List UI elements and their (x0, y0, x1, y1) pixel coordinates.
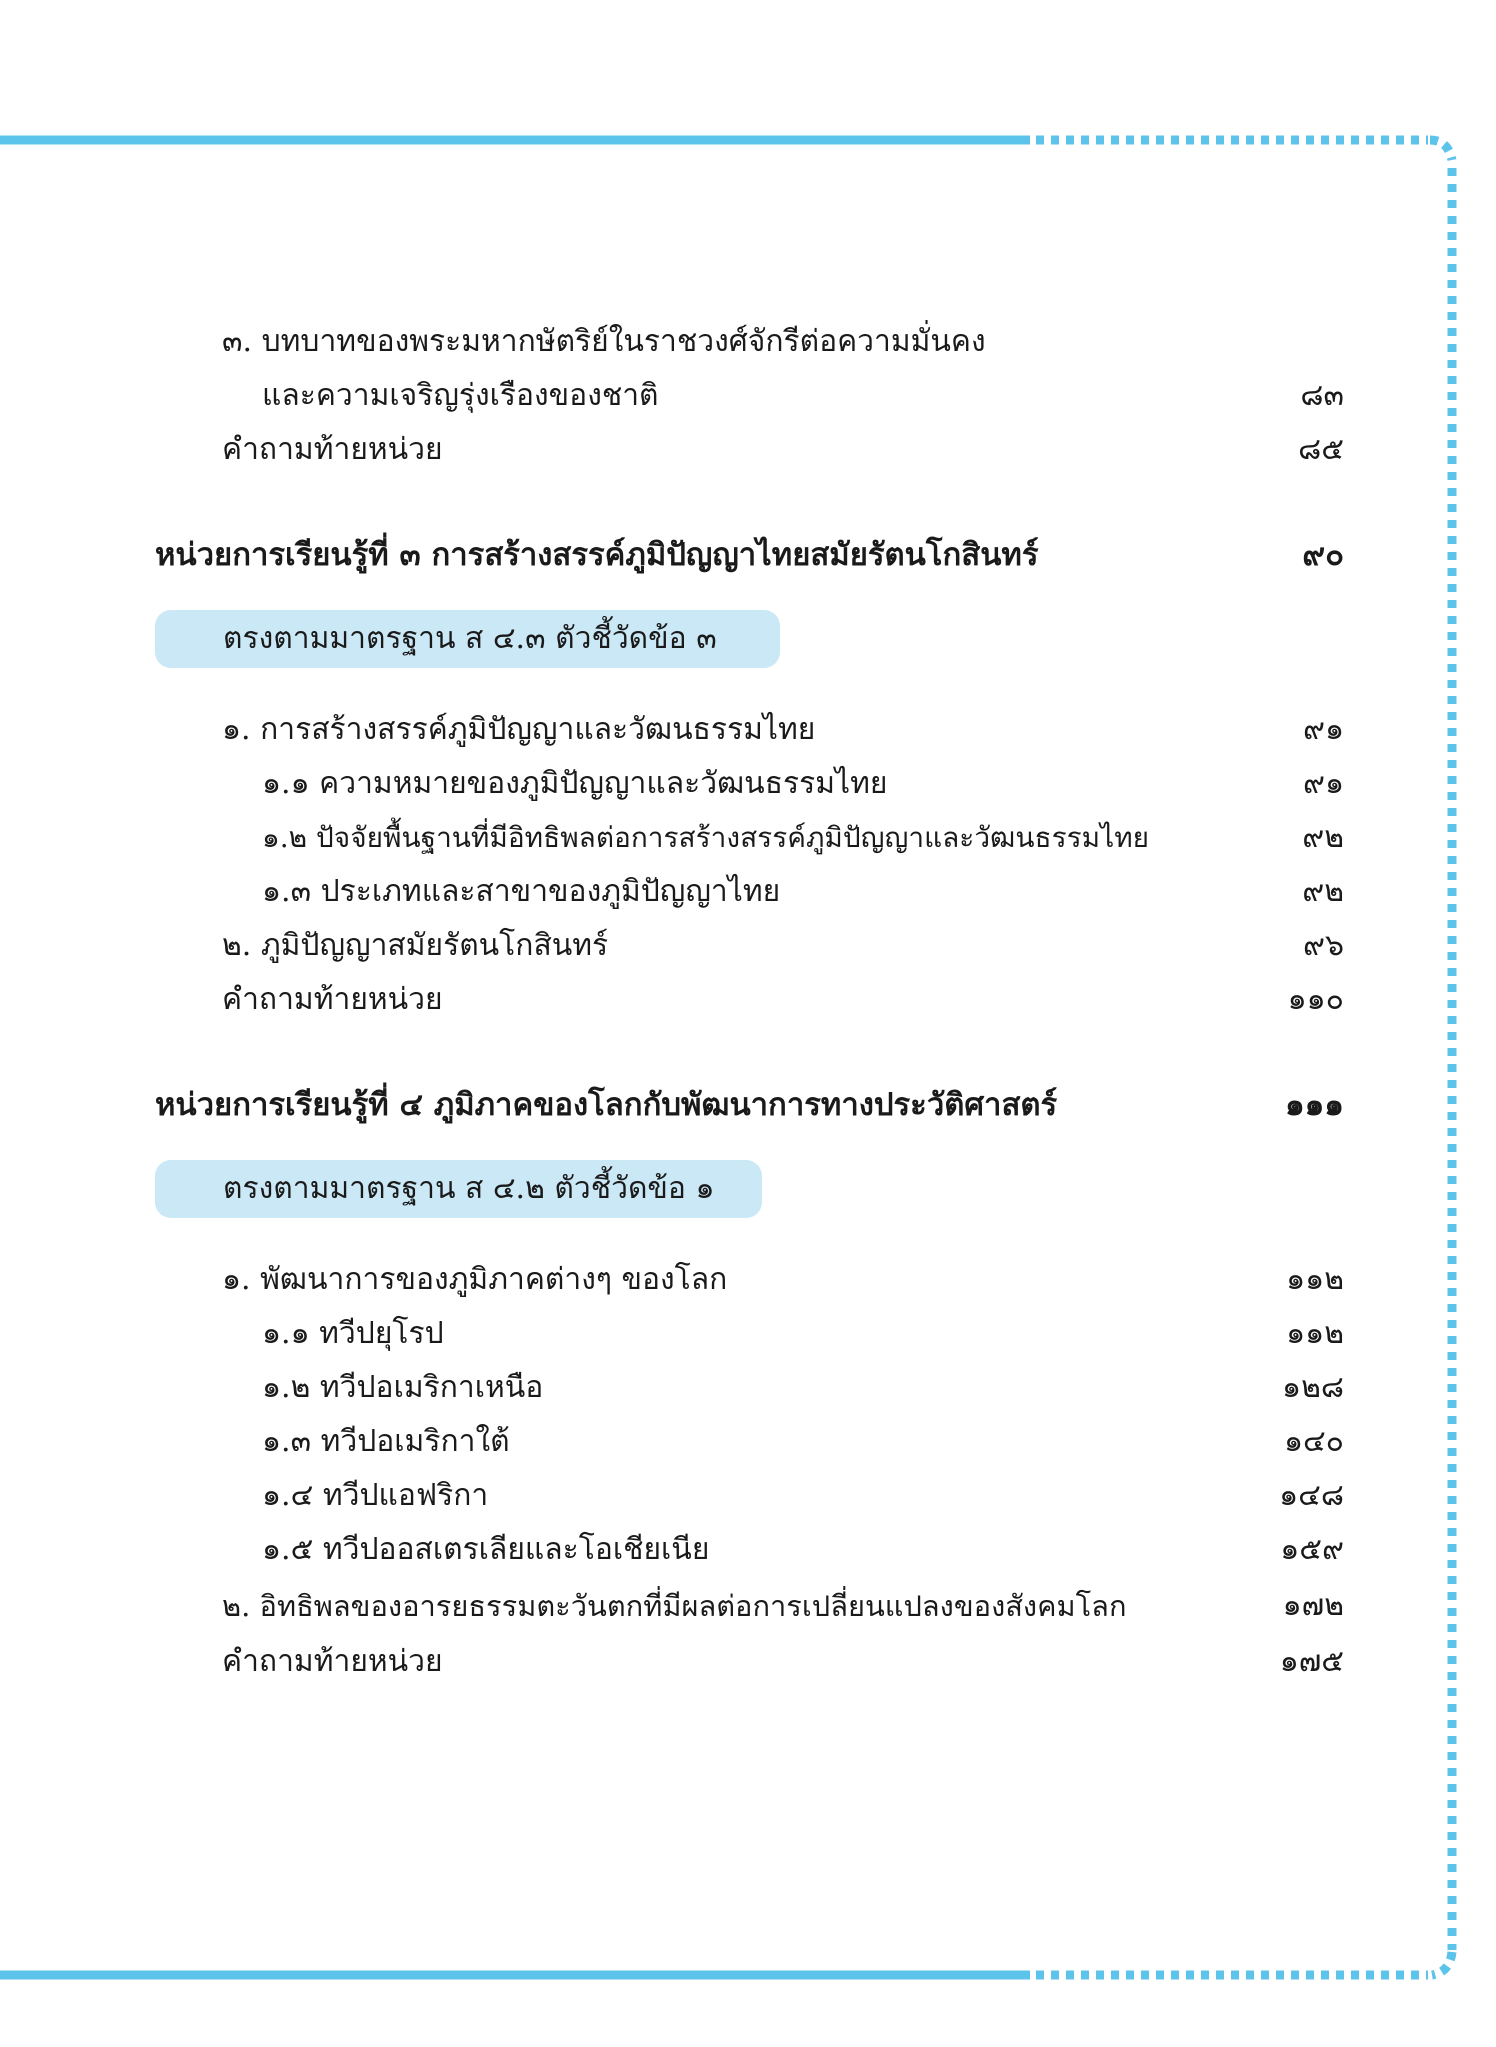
toc-item-label: คำถามท้ายหน่วย (222, 1644, 443, 1679)
toc-item-page: ๑๗๕ (1279, 1644, 1344, 1679)
standard-label: ตรงตามมาตรฐาน ส ๔.๒ ตัวชี้วัดข้อ ๑ (223, 1171, 715, 1206)
toc-item-page: ๑๔๐ (1283, 1424, 1344, 1459)
toc-item-label: ๑.๑ ทวีปยุโรป (262, 1316, 444, 1351)
standard-box-unit-4 (155, 1160, 762, 1218)
toc-item-label: ๑.๕ ทวีปออสเตรเลียและโอเชียเนีย (262, 1532, 710, 1567)
toc-item-label: ๑.๔ ทวีปแอฟริกา (262, 1478, 489, 1513)
standard-label: ตรงตามมาตรฐาน ส ๔.๓ ตัวชี้วัดข้อ ๓ (223, 621, 717, 656)
toc-item-page: ๘๕ (1298, 432, 1344, 467)
toc-item-label: ๒. ภูมิปัญญาสมัยรัตนโกสินทร์ (222, 928, 609, 963)
toc-item-label: ๑.๓ ประเภทและสาขาของภูมิปัญญาไทย (262, 874, 781, 909)
toc-item-label: คำถามท้ายหน่วย (222, 982, 443, 1017)
unit-4-page: ๑๑๑ (1284, 1087, 1344, 1123)
toc-item-page: ๑๗๒ (1282, 1588, 1344, 1623)
toc-item-label: ๑.๓ ทวีปอเมริกาใต้ (262, 1424, 510, 1459)
standard-box-unit-3 (155, 610, 780, 668)
toc-item-page: ๙๒ (1302, 874, 1344, 909)
toc-item-page: ๑๑๒ (1286, 1316, 1344, 1351)
unit-title: หน่วยการเรียนรู้ที่ ๔ ภูมิภาคของโลกกับพัฒนาการทางประวัติศาสตร์ (155, 1087, 1058, 1123)
toc-item-label: ๑. การสร้างสรรค์ภูมิปัญญาและวัฒนธรรมไทย (222, 712, 816, 747)
toc-item-page: ๑๒๘ (1282, 1370, 1344, 1405)
toc-item-page: ๑๕๙ (1280, 1532, 1344, 1567)
toc-item-label: ๓. บทบาทของพระมหากษัตริย์ในราชวงศ์จักรีต่อความมั่นคง (222, 324, 986, 359)
toc-item-page: ๑๑๒ (1286, 1262, 1344, 1297)
toc-item-page: ๘๓ (1300, 378, 1344, 413)
unit-3-page: ๙๐ (1302, 537, 1344, 573)
unit-title: หน่วยการเรียนรู้ที่ ๓ การสร้างสรรค์ภูมิปัญญาไทยสมัยรัตนโกสินทร์ (155, 537, 1039, 573)
toc-item-page: ๑๔๘ (1279, 1478, 1344, 1513)
toc-item-label: คำถามท้ายหน่วย (222, 432, 443, 467)
toc-item-label: ๒. อิทธิพลของอารยธรรมตะวันตกที่มีผลต่อการเปลี่ยนแปลงของสังคมโลก (222, 1589, 1127, 1623)
toc-item-label: ๑. พัฒนาการของภูมิภาคต่างๆ ของโลก (222, 1262, 728, 1297)
toc-item-page: ๙๖ (1302, 928, 1344, 963)
toc-item-page: ๑๑๐ (1287, 982, 1344, 1017)
toc-item-label: ๑.๒ ปัจจัยพื้นฐานที่มีอิทธิพลต่อการสร้างสรรค์ภูมิปัญญาและวัฒนธรรมไทย (262, 821, 1150, 854)
toc-item-page: ๙๑ (1302, 712, 1344, 747)
toc-item-label: และความเจริญรุ่งเรืองของชาติ (262, 378, 659, 413)
toc-item-page: ๙๒ (1302, 820, 1344, 855)
toc-item-label: ๑.๑ ความหมายของภูมิปัญญาและวัฒนธรรมไทย (262, 766, 888, 801)
toc-item-page: ๙๑ (1302, 766, 1344, 801)
toc-item-label: ๑.๒ ทวีปอเมริกาเหนือ (262, 1370, 544, 1405)
